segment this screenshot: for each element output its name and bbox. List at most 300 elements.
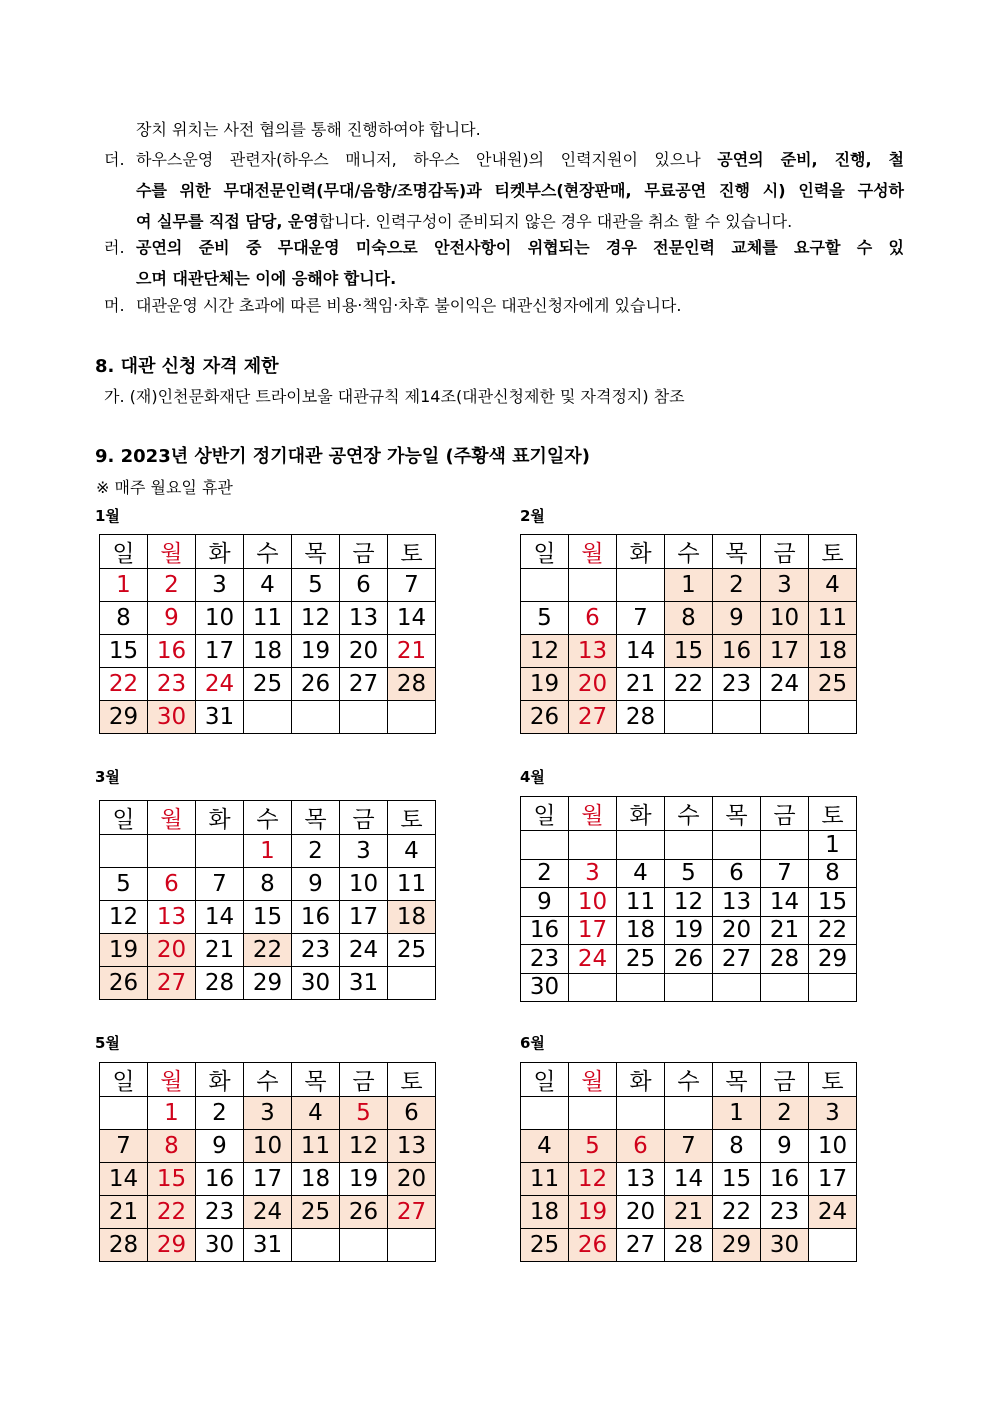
day-cell: 22 xyxy=(665,668,713,701)
weekday-header-cell: 토 xyxy=(809,1063,857,1097)
day-cell: 17 xyxy=(809,1163,857,1196)
month-calendar-table xyxy=(520,796,857,1002)
day-cell: 7 xyxy=(665,1130,713,1163)
day-cell: 10 xyxy=(761,602,809,635)
day-cell: 22 xyxy=(713,1196,761,1229)
day-cell: 9 xyxy=(292,868,340,901)
weekday-header-row xyxy=(100,1063,436,1097)
day-cell: 30 xyxy=(148,701,196,734)
day-cell: 27 xyxy=(569,701,617,734)
day-cell: 10 xyxy=(809,1130,857,1163)
empty-day-cell xyxy=(713,831,761,860)
day-cell: 19 xyxy=(665,916,713,945)
day-cell: 13 xyxy=(388,1130,436,1163)
day-cell: 6 xyxy=(569,602,617,635)
weekday-header-cell: 수 xyxy=(244,535,292,569)
day-cell: 25 xyxy=(617,945,665,974)
day-cell: 14 xyxy=(761,888,809,917)
item-deo-text-1a: 하우스운영 관련자(하우스 매니저, 하우스 안내원)의 인력지원이 있으나 xyxy=(136,150,718,169)
weekday-header-cell: 목 xyxy=(292,535,340,569)
week-row xyxy=(521,635,857,668)
weekday-header-cell: 월 xyxy=(569,1063,617,1097)
day-cell: 20 xyxy=(388,1163,436,1196)
day-cell: 18 xyxy=(292,1163,340,1196)
day-cell: 18 xyxy=(244,635,292,668)
day-cell: 1 xyxy=(148,1097,196,1130)
empty-day-cell xyxy=(617,1097,665,1130)
item-deo xyxy=(104,144,904,237)
day-cell: 3 xyxy=(196,569,244,602)
day-cell: 11 xyxy=(244,602,292,635)
month-label: 1월 xyxy=(95,507,120,525)
day-cell: 14 xyxy=(196,901,244,934)
day-cell: 10 xyxy=(340,868,388,901)
weekday-header-row xyxy=(521,797,857,831)
day-cell: 26 xyxy=(340,1196,388,1229)
day-cell: 21 xyxy=(617,668,665,701)
week-row xyxy=(521,1196,857,1229)
day-cell: 26 xyxy=(665,945,713,974)
week-row xyxy=(521,668,857,701)
weekday-header-cell: 금 xyxy=(340,1063,388,1097)
day-cell: 14 xyxy=(100,1163,148,1196)
week-row xyxy=(521,1163,857,1196)
day-cell: 24 xyxy=(569,945,617,974)
day-cell: 12 xyxy=(665,888,713,917)
day-cell: 3 xyxy=(809,1097,857,1130)
weekday-header-cell: 토 xyxy=(809,535,857,569)
day-cell: 24 xyxy=(244,1196,292,1229)
weekday-header-cell: 화 xyxy=(196,1063,244,1097)
empty-day-cell xyxy=(569,831,617,860)
day-cell: 3 xyxy=(761,569,809,602)
day-cell: 2 xyxy=(196,1097,244,1130)
day-cell: 3 xyxy=(244,1097,292,1130)
empty-day-cell xyxy=(100,835,148,868)
day-cell: 8 xyxy=(148,1130,196,1163)
day-cell: 17 xyxy=(340,901,388,934)
day-cell: 8 xyxy=(100,602,148,635)
day-cell: 6 xyxy=(713,859,761,888)
day-cell: 25 xyxy=(292,1196,340,1229)
day-cell: 9 xyxy=(761,1130,809,1163)
weekday-header-row xyxy=(100,801,436,835)
day-cell: 23 xyxy=(292,934,340,967)
empty-day-cell xyxy=(100,1097,148,1130)
day-cell: 14 xyxy=(665,1163,713,1196)
day-cell: 25 xyxy=(388,934,436,967)
day-cell: 23 xyxy=(713,668,761,701)
day-cell: 15 xyxy=(809,888,857,917)
day-cell: 8 xyxy=(665,602,713,635)
empty-day-cell xyxy=(665,973,713,1002)
day-cell: 5 xyxy=(569,1130,617,1163)
week-row xyxy=(100,835,436,868)
week-row xyxy=(100,701,436,734)
empty-day-cell xyxy=(713,973,761,1002)
day-cell: 12 xyxy=(521,635,569,668)
weekday-header-cell: 화 xyxy=(617,535,665,569)
day-cell: 29 xyxy=(713,1229,761,1262)
day-cell: 4 xyxy=(244,569,292,602)
weekday-header-cell: 목 xyxy=(713,535,761,569)
day-cell: 31 xyxy=(196,701,244,734)
day-cell: 26 xyxy=(100,967,148,1000)
day-cell: 15 xyxy=(100,635,148,668)
day-cell: 20 xyxy=(713,916,761,945)
day-cell: 28 xyxy=(196,967,244,1000)
week-row xyxy=(521,569,857,602)
day-cell: 31 xyxy=(340,967,388,1000)
day-cell: 3 xyxy=(340,835,388,868)
weekday-header-cell: 토 xyxy=(388,1063,436,1097)
day-cell: 13 xyxy=(148,901,196,934)
week-row xyxy=(521,859,857,888)
day-cell: 19 xyxy=(340,1163,388,1196)
day-cell: 30 xyxy=(521,973,569,1002)
day-cell: 24 xyxy=(340,934,388,967)
empty-day-cell xyxy=(340,701,388,734)
weekday-header-cell: 화 xyxy=(196,801,244,835)
month-calendar-table xyxy=(99,1062,436,1262)
day-cell: 6 xyxy=(340,569,388,602)
day-cell: 13 xyxy=(713,888,761,917)
weekday-header-cell: 수 xyxy=(665,797,713,831)
day-cell: 30 xyxy=(196,1229,244,1262)
weekday-header-cell: 일 xyxy=(521,797,569,831)
week-row xyxy=(100,1229,436,1262)
day-cell: 12 xyxy=(100,901,148,934)
day-cell: 17 xyxy=(569,916,617,945)
day-cell: 23 xyxy=(521,945,569,974)
day-cell: 10 xyxy=(196,602,244,635)
day-cell: 17 xyxy=(244,1163,292,1196)
day-cell: 2 xyxy=(292,835,340,868)
weekday-header-cell: 목 xyxy=(292,1063,340,1097)
item-deo-text-3a: 여 실무를 직접 담당, 운영 xyxy=(136,212,319,231)
day-cell: 26 xyxy=(292,668,340,701)
day-cell: 16 xyxy=(713,635,761,668)
day-cell: 11 xyxy=(388,868,436,901)
day-cell: 1 xyxy=(713,1097,761,1130)
week-row xyxy=(100,668,436,701)
day-cell: 22 xyxy=(244,934,292,967)
day-cell: 6 xyxy=(148,868,196,901)
empty-day-cell xyxy=(292,1229,340,1262)
day-cell: 10 xyxy=(244,1130,292,1163)
day-cell: 7 xyxy=(761,859,809,888)
empty-day-cell xyxy=(665,831,713,860)
month-calendar-table xyxy=(99,534,436,734)
weekday-header-cell: 금 xyxy=(761,797,809,831)
day-cell: 19 xyxy=(100,934,148,967)
empty-day-cell xyxy=(761,973,809,1002)
day-cell: 14 xyxy=(388,602,436,635)
item-deo-text-1b: 공연의 준비, 진행, 철 xyxy=(717,150,905,169)
day-cell: 11 xyxy=(809,602,857,635)
empty-day-cell xyxy=(569,569,617,602)
item-reo xyxy=(104,232,904,294)
weekday-header-cell: 화 xyxy=(617,1063,665,1097)
day-cell: 16 xyxy=(196,1163,244,1196)
day-cell: 14 xyxy=(617,635,665,668)
month-label: 5월 xyxy=(95,1034,120,1052)
day-cell: 16 xyxy=(521,916,569,945)
month-calendar-table xyxy=(520,534,857,734)
day-cell: 12 xyxy=(292,602,340,635)
day-cell: 2 xyxy=(521,859,569,888)
day-cell: 4 xyxy=(292,1097,340,1130)
day-cell: 4 xyxy=(388,835,436,868)
day-cell: 18 xyxy=(521,1196,569,1229)
weekday-header-cell: 목 xyxy=(292,801,340,835)
weekday-header-cell: 목 xyxy=(713,797,761,831)
day-cell: 28 xyxy=(617,701,665,734)
empty-day-cell xyxy=(388,1229,436,1262)
week-row xyxy=(100,868,436,901)
week-row xyxy=(100,569,436,602)
day-cell: 20 xyxy=(617,1196,665,1229)
empty-day-cell xyxy=(388,701,436,734)
day-cell: 19 xyxy=(569,1196,617,1229)
day-cell: 28 xyxy=(100,1229,148,1262)
day-cell: 22 xyxy=(809,916,857,945)
day-cell: 27 xyxy=(388,1196,436,1229)
day-cell: 29 xyxy=(100,701,148,734)
week-row xyxy=(100,901,436,934)
empty-day-cell xyxy=(809,701,857,734)
day-cell: 28 xyxy=(388,668,436,701)
weekday-header-cell: 수 xyxy=(665,1063,713,1097)
day-cell: 6 xyxy=(617,1130,665,1163)
week-row xyxy=(100,1163,436,1196)
day-cell: 15 xyxy=(148,1163,196,1196)
item-meo-text: 대관운영 시간 초과에 따른 비용‧책임‧차후 불이익은 대관신청자에게 있습니다. xyxy=(136,296,682,315)
empty-day-cell xyxy=(617,569,665,602)
item-reo-text-2: 으며 대관단체는 이에 응해야 합니다. xyxy=(136,269,397,288)
empty-day-cell xyxy=(809,1229,857,1262)
day-cell: 24 xyxy=(761,668,809,701)
day-cell: 11 xyxy=(292,1130,340,1163)
weekday-header-cell: 토 xyxy=(809,797,857,831)
empty-day-cell xyxy=(196,835,244,868)
day-cell: 18 xyxy=(809,635,857,668)
weekday-header-cell: 월 xyxy=(148,535,196,569)
day-cell: 16 xyxy=(761,1163,809,1196)
weekday-header-cell: 토 xyxy=(388,535,436,569)
day-cell: 8 xyxy=(809,859,857,888)
day-cell: 12 xyxy=(569,1163,617,1196)
day-cell: 7 xyxy=(100,1130,148,1163)
day-cell: 9 xyxy=(196,1130,244,1163)
day-cell: 9 xyxy=(713,602,761,635)
week-row xyxy=(100,934,436,967)
day-cell: 27 xyxy=(713,945,761,974)
day-cell: 12 xyxy=(340,1130,388,1163)
day-cell: 21 xyxy=(196,934,244,967)
day-cell: 5 xyxy=(100,868,148,901)
day-cell: 25 xyxy=(521,1229,569,1262)
item-deo-text-2: 수를 위한 무대전문인력(무대/음향/조명감독)과 티켓부스(현장판매, 무료공연 진행 시) 인력을 구성하 xyxy=(136,181,904,200)
empty-day-cell xyxy=(665,1097,713,1130)
day-cell: 18 xyxy=(617,916,665,945)
weekday-header-cell: 수 xyxy=(244,801,292,835)
month-label: 4월 xyxy=(520,768,545,786)
day-cell: 28 xyxy=(761,945,809,974)
day-cell: 15 xyxy=(713,1163,761,1196)
week-row xyxy=(521,1130,857,1163)
day-cell: 9 xyxy=(148,602,196,635)
day-cell: 30 xyxy=(761,1229,809,1262)
day-cell: 2 xyxy=(148,569,196,602)
day-cell: 22 xyxy=(148,1196,196,1229)
month-label: 3월 xyxy=(95,768,120,786)
weekday-header-cell: 수 xyxy=(244,1063,292,1097)
section8-item: 가. (재)인천문화재단 트라이보울 대관규칙 제14조(대관신청제한 및 자격정지) 참조 xyxy=(104,387,685,406)
day-cell: 8 xyxy=(244,868,292,901)
week-row xyxy=(521,602,857,635)
weekday-header-cell: 월 xyxy=(569,535,617,569)
day-cell: 2 xyxy=(713,569,761,602)
day-cell: 29 xyxy=(809,945,857,974)
day-cell: 1 xyxy=(665,569,713,602)
day-cell: 9 xyxy=(521,888,569,917)
day-cell: 23 xyxy=(761,1196,809,1229)
day-cell: 13 xyxy=(569,635,617,668)
day-cell: 8 xyxy=(713,1130,761,1163)
empty-day-cell xyxy=(713,701,761,734)
empty-day-cell xyxy=(292,701,340,734)
week-row xyxy=(100,1097,436,1130)
weekday-header-cell: 월 xyxy=(148,801,196,835)
day-cell: 1 xyxy=(100,569,148,602)
month-label: 2월 xyxy=(520,507,545,525)
item-meo xyxy=(104,290,904,321)
item-reo-mark: 러. xyxy=(104,238,125,257)
day-cell: 26 xyxy=(569,1229,617,1262)
day-cell: 20 xyxy=(340,635,388,668)
day-cell: 10 xyxy=(569,888,617,917)
section9-note: ※ 매주 월요일 휴관 xyxy=(96,478,233,497)
day-cell: 5 xyxy=(521,602,569,635)
day-cell: 18 xyxy=(388,901,436,934)
day-cell: 27 xyxy=(617,1229,665,1262)
empty-day-cell xyxy=(521,569,569,602)
day-cell: 25 xyxy=(244,668,292,701)
week-row xyxy=(100,602,436,635)
day-cell: 11 xyxy=(617,888,665,917)
day-cell: 30 xyxy=(292,967,340,1000)
weekday-header-cell: 금 xyxy=(761,535,809,569)
item-deo-mark: 더. xyxy=(104,150,125,169)
week-row xyxy=(100,967,436,1000)
day-cell: 6 xyxy=(388,1097,436,1130)
empty-day-cell xyxy=(569,1097,617,1130)
day-cell: 23 xyxy=(196,1196,244,1229)
day-cell: 24 xyxy=(809,1196,857,1229)
empty-day-cell xyxy=(617,973,665,1002)
day-cell: 17 xyxy=(761,635,809,668)
day-cell: 27 xyxy=(148,967,196,1000)
day-cell: 21 xyxy=(100,1196,148,1229)
day-cell: 17 xyxy=(196,635,244,668)
item-reo-text-1: 공연의 준비 중 무대운영 미숙으로 안전사항이 위협되는 경우 전문인력 교체를 요구할 수 있 xyxy=(136,238,904,257)
weekday-header-cell: 월 xyxy=(148,1063,196,1097)
week-row xyxy=(521,888,857,917)
weekday-header-cell: 금 xyxy=(340,801,388,835)
weekday-header-cell: 일 xyxy=(100,801,148,835)
week-row xyxy=(521,916,857,945)
day-cell: 7 xyxy=(617,602,665,635)
empty-day-cell xyxy=(569,973,617,1002)
weekday-header-cell: 월 xyxy=(569,797,617,831)
weekday-header-row xyxy=(100,535,436,569)
day-cell: 24 xyxy=(196,668,244,701)
week-row xyxy=(521,973,857,1002)
week-row xyxy=(521,701,857,734)
empty-day-cell xyxy=(521,831,569,860)
day-cell: 31 xyxy=(244,1229,292,1262)
week-row xyxy=(521,831,857,860)
weekday-header-cell: 화 xyxy=(617,797,665,831)
section8-title: 8. 대관 신청 자격 제한 xyxy=(95,356,279,377)
day-cell: 28 xyxy=(665,1229,713,1262)
day-cell: 16 xyxy=(148,635,196,668)
weekday-header-cell: 수 xyxy=(665,535,713,569)
empty-day-cell xyxy=(244,701,292,734)
day-cell: 23 xyxy=(148,668,196,701)
empty-day-cell xyxy=(665,701,713,734)
empty-day-cell xyxy=(340,1229,388,1262)
month-calendar-table xyxy=(99,800,436,1000)
day-cell: 20 xyxy=(148,934,196,967)
intro-line xyxy=(136,114,481,145)
day-cell: 20 xyxy=(569,668,617,701)
day-cell: 13 xyxy=(617,1163,665,1196)
day-cell: 13 xyxy=(340,602,388,635)
day-cell: 7 xyxy=(388,569,436,602)
month-label: 6월 xyxy=(520,1034,545,1052)
week-row xyxy=(100,1130,436,1163)
item-meo-mark: 머. xyxy=(104,296,125,315)
day-cell: 15 xyxy=(665,635,713,668)
day-cell: 21 xyxy=(761,916,809,945)
intro-text: 장치 위치는 사전 협의를 통해 진행하여야 합니다. xyxy=(136,120,481,139)
weekday-header-cell: 금 xyxy=(761,1063,809,1097)
day-cell: 19 xyxy=(292,635,340,668)
day-cell: 29 xyxy=(244,967,292,1000)
day-cell: 27 xyxy=(340,668,388,701)
empty-day-cell xyxy=(521,1097,569,1130)
weekday-header-cell: 토 xyxy=(388,801,436,835)
day-cell: 25 xyxy=(809,668,857,701)
weekday-header-cell: 금 xyxy=(340,535,388,569)
day-cell: 19 xyxy=(521,668,569,701)
day-cell: 2 xyxy=(761,1097,809,1130)
section9-title: 9. 2023년 상반기 정기대관 공연장 가능일 (주황색 표기일자) xyxy=(95,446,590,467)
day-cell: 21 xyxy=(388,635,436,668)
week-row xyxy=(100,635,436,668)
day-cell: 16 xyxy=(292,901,340,934)
weekday-header-cell: 일 xyxy=(100,1063,148,1097)
week-row xyxy=(521,1229,857,1262)
empty-day-cell xyxy=(388,967,436,1000)
day-cell: 7 xyxy=(196,868,244,901)
item-deo-text-3b: 합니다. 인력구성이 준비되지 않은 경우 대관을 취소 할 수 있습니다. xyxy=(318,212,793,231)
empty-day-cell xyxy=(761,831,809,860)
day-cell: 26 xyxy=(521,701,569,734)
day-cell: 29 xyxy=(148,1229,196,1262)
